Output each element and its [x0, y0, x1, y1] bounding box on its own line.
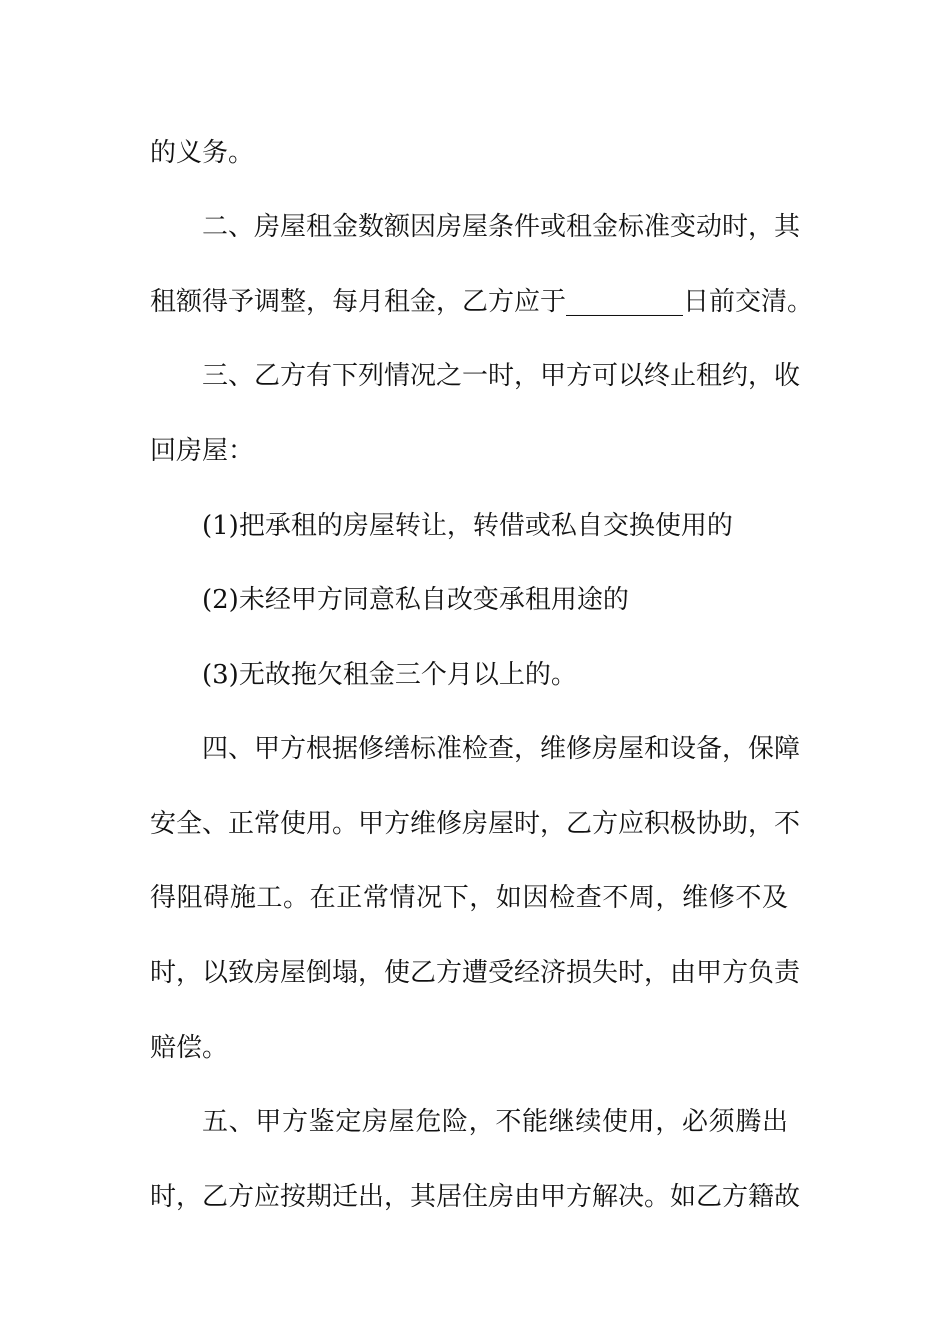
text-line-item-1: (1)把承租的房屋转让，转借或私自交换使用的: [202, 511, 733, 541]
text-line-clause-2-rent-due: 租额得予调整，每月租金，乙方应于_________日前交清。: [150, 287, 814, 317]
text-line-item-3: (3)无故拖欠租金三个月以上的。: [202, 660, 577, 690]
text-line-clause-4-line-2: 安全、正常使用。甲方维修房屋时，乙方应积极协助，不: [150, 809, 801, 839]
text-line-item-2: (2)未经甲方同意私自改变承租用途的: [202, 585, 629, 615]
text-line-clause-4-end: 赔偿。: [150, 1033, 229, 1063]
text-line-clause-5-start: 五、甲方鉴定房屋危险，不能继续使用，必须腾出: [202, 1107, 788, 1137]
text-line-clause-4-line-3: 得阻碍施工。在正常情况下，如因检查不周，维修不及: [150, 883, 788, 913]
text-line-clause-3-end: 回房屋：: [150, 436, 255, 466]
text-line-clause-4-line-4: 时，以致房屋倒塌，使乙方遭受经济损失时，由甲方负责: [150, 958, 801, 988]
text-line-obligation-end: 的义务。: [150, 138, 255, 168]
text-line-clause-3-start: 三、乙方有下列情况之一时，甲方可以终止租约，收: [202, 361, 801, 391]
text-line-clause-5-line-2: 时，乙方应按期迁出，其居住房由甲方解决。如乙方籍故: [150, 1182, 801, 1212]
text-line-clause-2-start: 二、房屋租金数额因房屋条件或租金标准变动时，其: [202, 212, 801, 242]
text-line-clause-4-start: 四、甲方根据修缮标准检查，维修房屋和设备，保障: [202, 734, 801, 764]
